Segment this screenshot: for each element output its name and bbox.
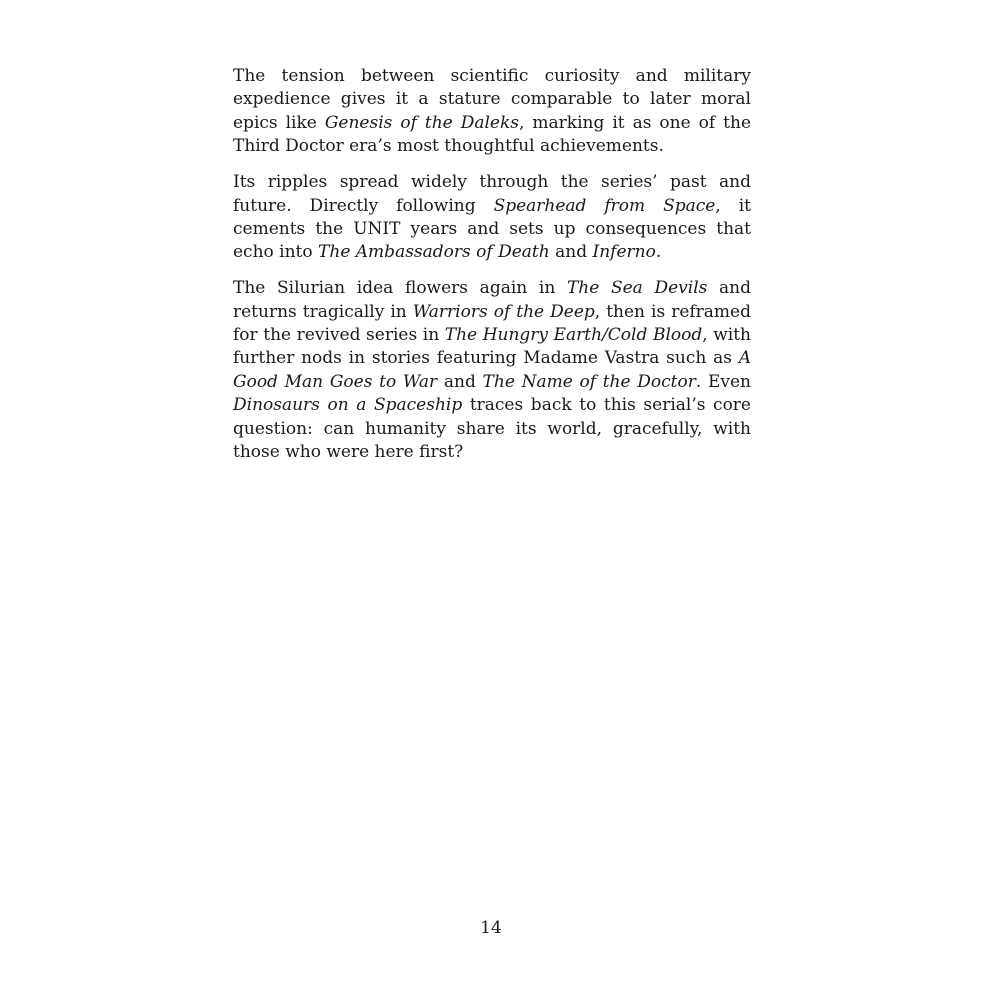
italic-title: Genesis of the Daleks — [324, 112, 519, 133]
paragraph — [233, 277, 751, 464]
text-run: , with further nods in stories featuring Madame Vastra such as — [233, 325, 751, 369]
page-number — [0, 918, 1000, 938]
text-run: , it cements the UNIT years and sets up consequences that echo into — [233, 195, 751, 263]
text-run: and returns tragically in — [233, 278, 751, 322]
italic-title: Spearhead from Space — [493, 195, 716, 216]
text-run: The Silurian idea flowers again in — [233, 278, 567, 299]
text-run: . — [655, 242, 662, 263]
italic-title: The Name of the Doctor — [482, 371, 696, 392]
italic-title: The Hungry Earth/Cold Blood — [444, 325, 703, 346]
paragraph — [233, 65, 751, 159]
text-run: Its ripples spread widely through the series’ past and future. Directly following — [233, 172, 751, 216]
text-run: , marking it as one of the Third Doctor era’s most thoughtful achievements. — [233, 112, 752, 157]
text-run: and — [549, 242, 593, 263]
text-run: , then is reframed for the revived series in — [233, 301, 751, 346]
italic-title: Inferno — [592, 242, 656, 263]
italic-title: The Sea Devils — [566, 278, 708, 299]
text-run: The tension between scientific curiosity and military expedience gives it a stature comparable to later moral epics like — [233, 66, 751, 133]
page-number-label: 14 — [480, 918, 502, 938]
body-text — [233, 65, 751, 477]
text-run: . Even — [695, 371, 751, 392]
text-run: and — [437, 371, 483, 392]
italic-title: Dinosaurs on a Spaceship — [233, 395, 463, 416]
italic-title: Warriors of the Deep — [412, 301, 595, 322]
italic-title: A Good Man Goes to War — [233, 348, 751, 392]
text-run: traces back to this serial’s core question: can humanity share its world, gracefully, with those who were here first? — [233, 395, 751, 463]
paragraph — [233, 171, 751, 265]
italic-title: The Ambassadors of Death — [318, 242, 550, 263]
